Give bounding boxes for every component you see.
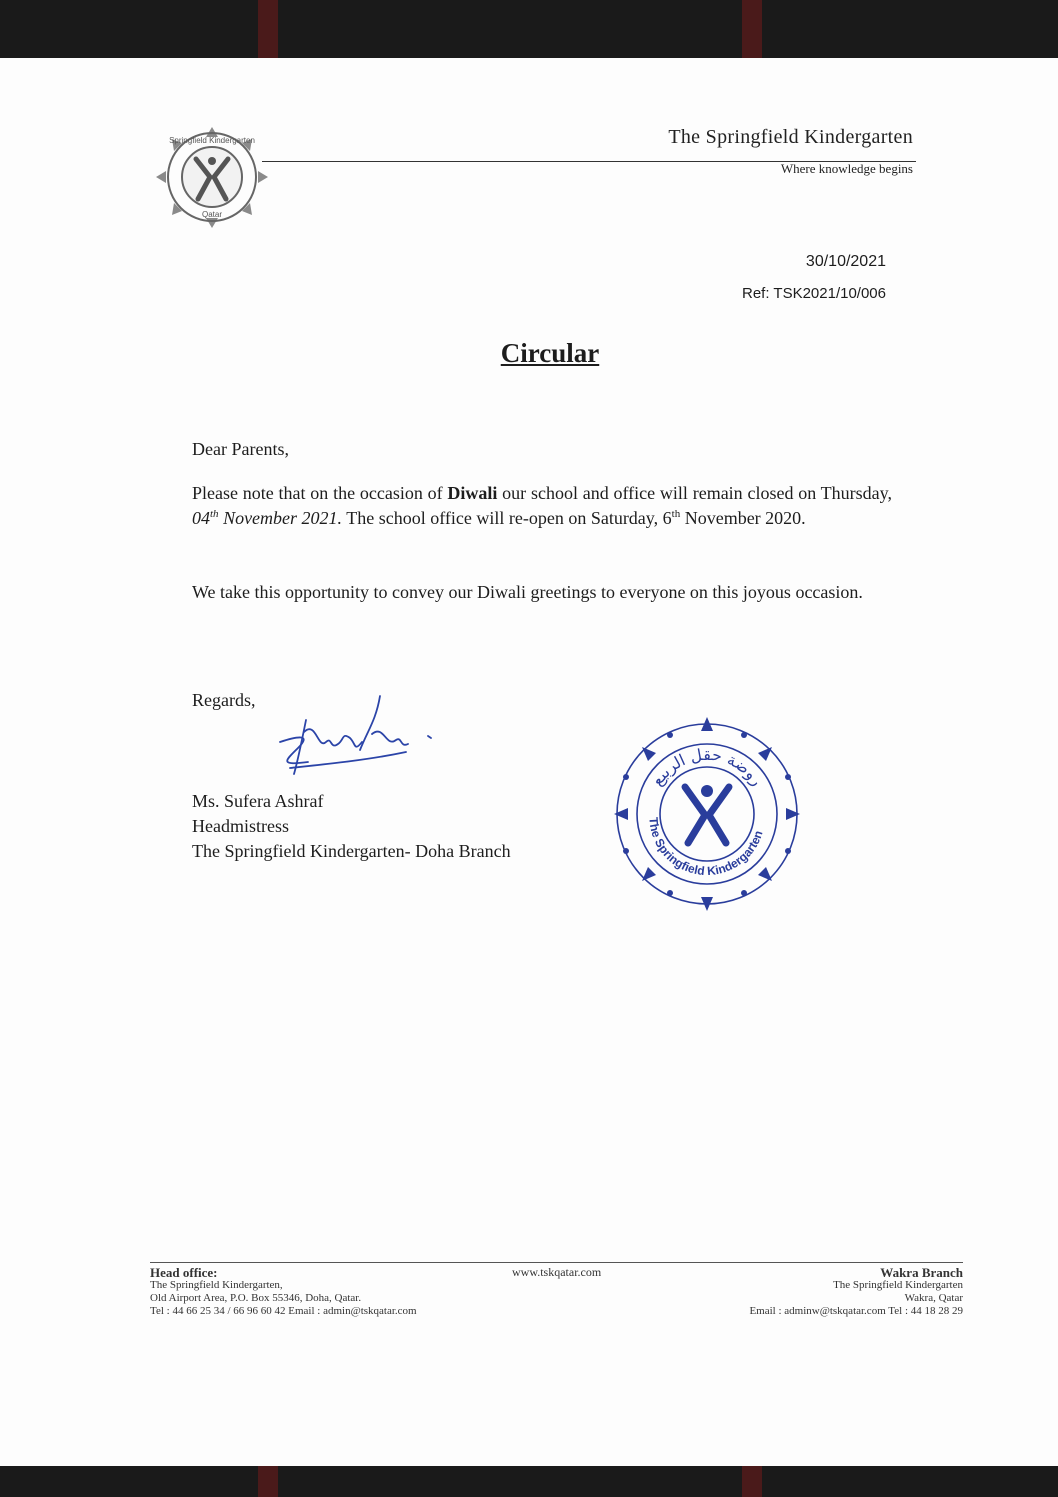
- letter-page: [0, 58, 1058, 1466]
- school-logo: [152, 125, 272, 230]
- letter-title: Circular: [500, 338, 600, 368]
- footer-rule: [150, 1262, 963, 1263]
- svg-text:Springfield Kindergarten: Springfield Kindergarten: [169, 136, 255, 145]
- salutation: Dear Parents,: [192, 439, 289, 459]
- official-stamp: [612, 715, 802, 913]
- scan-border-top: [0, 0, 1058, 58]
- footer-wakra-heading: Wakra Branch: [880, 1265, 963, 1280]
- letter-date: 30/10/2021: [805, 253, 886, 270]
- footer-wakra-location: Wakra, Qatar: [904, 1292, 963, 1304]
- paragraph-closure-notice: Please note that on the occasion of Diwali our school and office will remain closed on Thursday, 04th November 2021. The school office will re-open on Saturday, 6th November 2020.: [192, 483, 892, 528]
- footer-head-office-name: The Springfield Kindergarten,: [150, 1279, 283, 1291]
- school-name: The Springfield Kindergarten: [668, 126, 913, 148]
- school-tagline: Where knowledge begins: [780, 161, 913, 176]
- footer-head-office-address: Old Airport Area, P.O. Box 55346, Doha, Qatar.: [150, 1292, 362, 1304]
- svg-text:روضة حقل الربيع: روضة حقل الربيع: [647, 744, 767, 790]
- svg-text:The Springfield Kindergarten: The Springfield Kindergarten: [646, 816, 766, 879]
- signatory-name: Ms. Sufera Ashraf: [192, 791, 324, 811]
- footer-wakra-branch: [749, 1266, 963, 1318]
- signatory-organization: The Springfield Kindergarten- Doha Branch: [192, 841, 511, 861]
- footer-website[interactable]: www.tskqatar.com: [512, 1265, 602, 1279]
- footer-wakra-contact: Email : adminw@tskqatar.com Tel : 44 18 28 29: [749, 1305, 963, 1317]
- handwritten-signature: [268, 690, 448, 780]
- paragraph-greetings: We take this opportunity to convey our Diwali greetings to everyone on this joyous occasion.: [192, 582, 863, 602]
- closing-regards: Regards,: [192, 690, 256, 710]
- footer-head-office-heading: Head office:: [150, 1265, 218, 1280]
- footer-head-office: [150, 1266, 417, 1318]
- footer-wakra-name: The Springfield Kindergarten: [833, 1279, 963, 1291]
- scan-border-bottom: [0, 1466, 1058, 1497]
- logo-qatar-label: Qatar: [201, 210, 223, 219]
- signatory-role: Headmistress: [192, 816, 289, 836]
- letter-reference: Ref: TSK2021/10/006: [742, 285, 886, 302]
- footer-head-office-contact: Tel : 44 66 25 34 / 66 96 60 42 Email : admin@tskqatar.com: [150, 1305, 417, 1317]
